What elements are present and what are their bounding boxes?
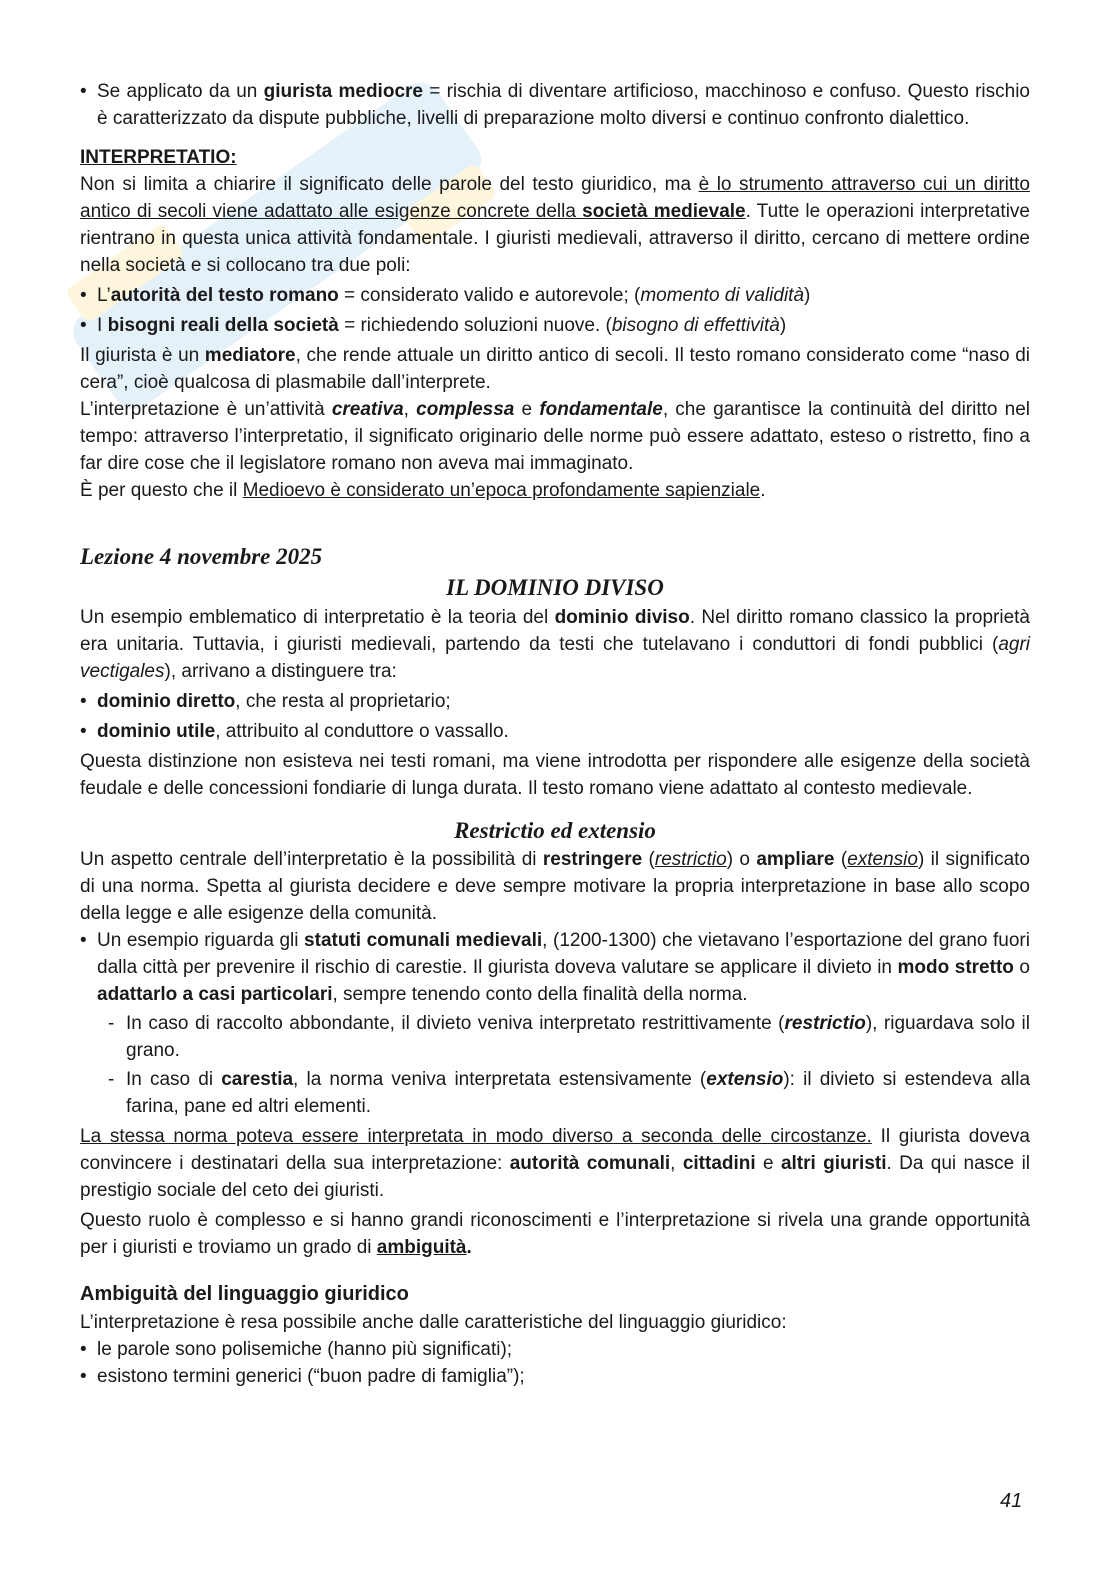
- page-number: 41: [1000, 1490, 1023, 1512]
- document-page: [80, 75, 1030, 1390]
- list-item: • dominio utile, attribuito al conduttore o vassallo.: [80, 721, 509, 742]
- paragraph: Un aspetto centrale dell’interpretatio è la possibilità di restringere (restrictio) o ampliare (extensio) il significato di una norma. Spetta al giurista decidere e deve sempre motivare la propria interpretazione in base allo scopo della legge e alle esigenze della comunità.: [80, 849, 1030, 924]
- paragraph: L’interpretazione è un’attività creativa, complessa e fondamentale, che garantisce la continuità del diritto nel tempo: attraverso l’interpretatio, il significato originario delle norme può essere adattato, esteso o ristretto, fino a far dire cose che il legislatore romano non aveva mai immaginato.: [80, 399, 1030, 474]
- list-item: • le parole sono polisemiche (hanno più significati);: [80, 1339, 513, 1360]
- paragraph: Un esempio emblematico di interpretatio è la teoria del dominio diviso. Nel diritto romano classico la proprietà era unitaria. Tuttavia, i giuristi medievali, partendo da testi che tutelavano i conduttori di fondi pubblici (agri vectigales), arrivano a distinguere tra:: [80, 607, 1030, 682]
- list-item: • L’autorità del testo romano = considerato valido e autorevole; (momento di validità): [80, 285, 811, 306]
- paragraph: La stessa norma poteva essere interpretata in modo diverso a seconda delle circostanze. Il giurista doveva convincere i destinatari della sua interpretazione: autorità comunali, cittadini e altri giuristi. Da qui nasce il prestigio sociale del ceto dei giuristi.: [80, 1126, 1031, 1201]
- section-title-ambiguita: Ambiguità del linguaggio giuridico: [80, 1283, 409, 1305]
- paragraph: Il giurista è un mediatore, che rende attuale un diritto antico di secoli. Il testo romano considerato come “naso di cera”, cioè qualcosa di plasmabile dall’interprete.: [80, 345, 1030, 393]
- section-title-dominio-diviso: IL DOMINIO DIVISO: [446, 575, 664, 600]
- sub-list-item: - In caso di carestia, la norma veniva interpretata estensivamente (extensio): il divieto si estendeva alla farina, pane ed altri elementi.: [108, 1069, 1031, 1117]
- sub-list-item: - In caso di raccolto abbondante, il divieto veniva interpretato restrittivamente (restrictio), riguardava solo il grano.: [108, 1013, 1030, 1061]
- list-item: • esistono termini generici (“buon padre di famiglia”);: [80, 1366, 525, 1387]
- list-item: • Un esempio riguarda gli statuti comunali medievali, (1200-1300) che vietavano l’esportazione del grano fuori dalla città per prevenire il rischio di carestie. Il giurista doveva valutare se applicare il divieto in modo stretto o adattarlo a casi particolari, sempre tenendo conto della finalità della norma.: [80, 930, 1030, 1005]
- bullet-marker: •: [80, 81, 87, 102]
- lesson-date: Lezione 4 novembre 2025: [80, 544, 323, 569]
- list-item: • I bisogni reali della società = richiedendo soluzioni nuove. (bisogno di effettività): [80, 315, 787, 336]
- section-title-restrictio: Restrictio ed extensio: [454, 818, 656, 843]
- list-item: • Se applicato da un giurista mediocre = rischia di diventare artificioso, macchinoso e confuso. Questo rischio è caratterizzato da dispute pubbliche, livelli di preparazione molto diversi e continuo confronto dialettico.: [80, 78, 1030, 132]
- section-heading-interpretatio: INTERPRETATIO:: [80, 147, 237, 168]
- list-item: • dominio diretto, che resta al proprietario;: [80, 691, 451, 712]
- paragraph: Questa distinzione non esisteva nei testi romani, ma viene introdotta per rispondere alle esigenze della società feudale e delle concessioni fondiarie di lunga durata. Il testo romano viene adattato al contesto medievale.: [80, 751, 1030, 799]
- paragraph: Questo ruolo è complesso e si hanno grandi riconoscimenti e l’interpretazione si rivela una grande opportunità per i giuristi e troviamo un grado di ambiguità.: [80, 1210, 1030, 1258]
- paragraph: È per questo che il Medioevo è considerato un’epoca profondamente sapienziale.: [80, 480, 766, 501]
- paragraph: Non si limita a chiarire il significato delle parole del testo giuridico, ma è lo strumento attraverso cui un diritto antico di secoli viene adattato alle esigenze concrete della società medievale. Tutte le operazioni interpretative rientrano in questa unica attività fondamentale. I giuristi medievali, attraverso il diritto, cercano di mettere ordine nella società e si collocano tra due poli:: [80, 174, 1030, 276]
- paragraph: L’interpretazione è resa possibile anche dalle caratteristiche del linguaggio giuridico:: [80, 1312, 787, 1333]
